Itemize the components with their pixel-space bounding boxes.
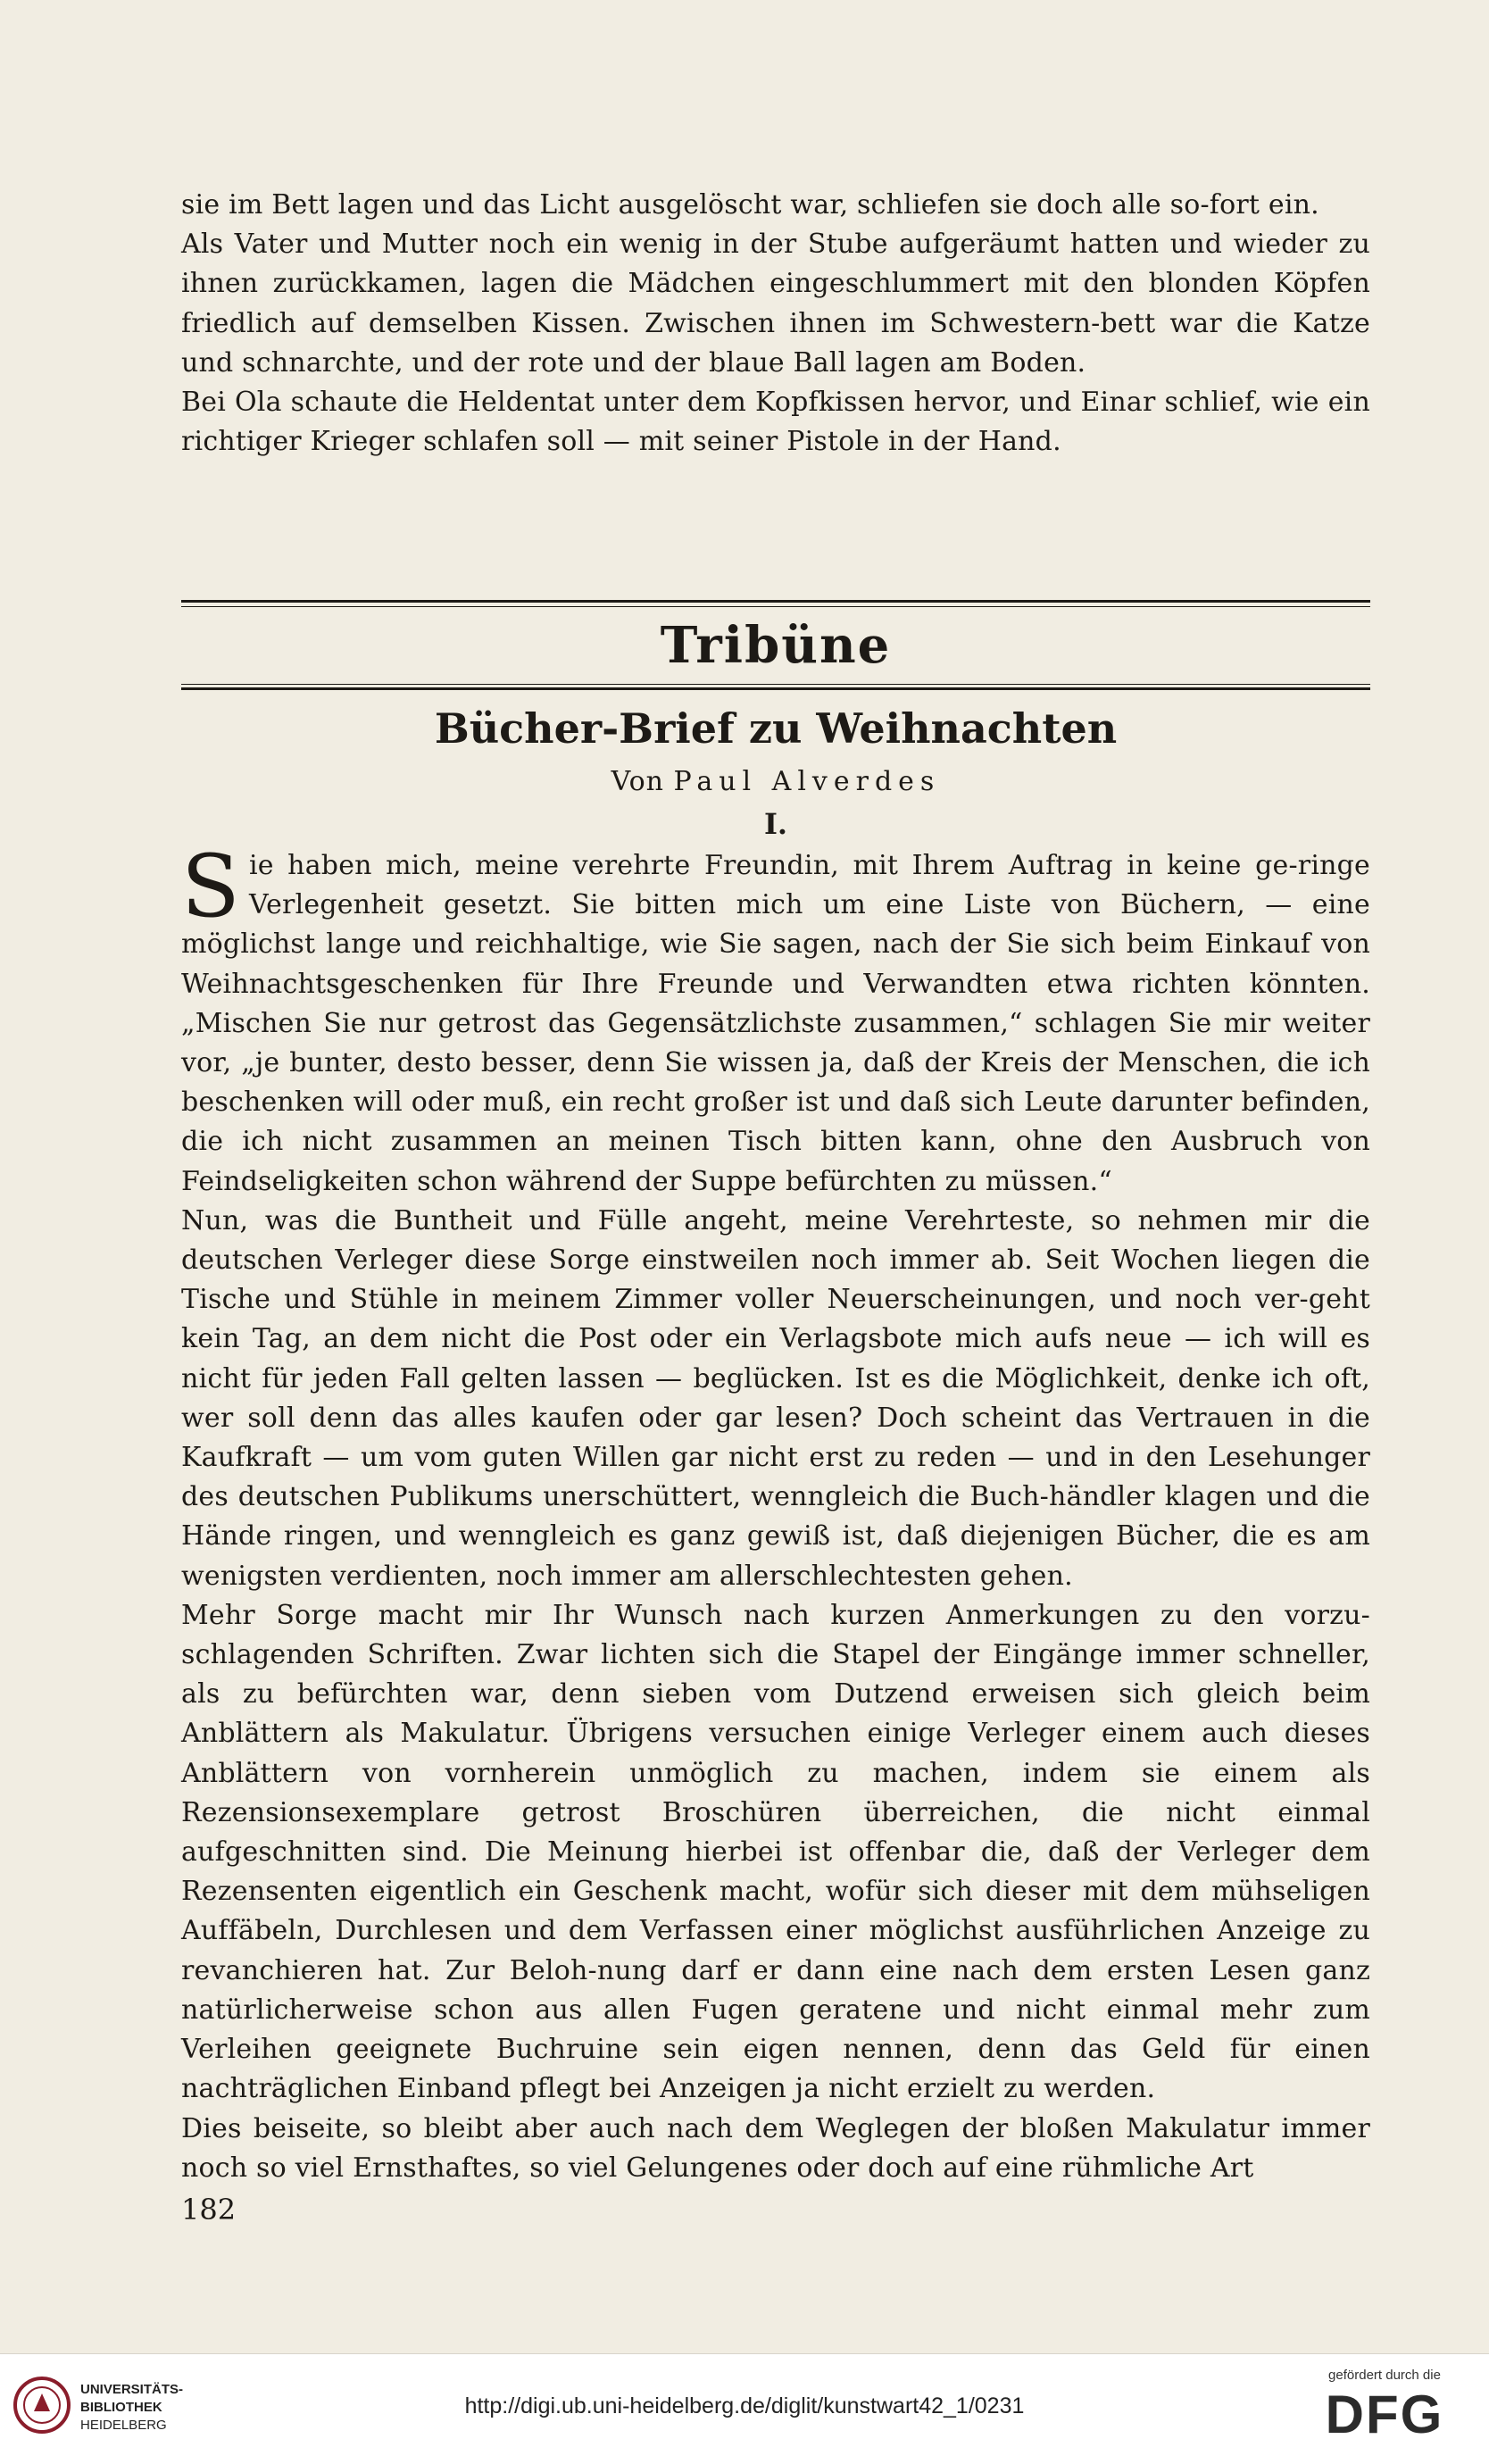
paragraph: Als Vater und Mutter noch ein wenig in der Stube aufgeräumt hatten und wieder zu ihnen zurückkamen, lagen die Mädchen eingeschlummert mit den blonden Köpfen friedlich auf demselben Kissen. Zwischen ihnen im Schwestern-bett war die Katze und schnarchte, und der rote und der blaue Ball lagen am Boden.: [181, 229, 1370, 379]
article-title: Bücher-Brief zu Weihnachten: [434, 704, 1118, 753]
drop-cap: S: [181, 837, 240, 936]
paragraph-text: ie haben mich, meine verehrte Freundin, mit Ihrem Auftrag in keine ge-ringe Verlegenheit gesetzt. Sie bitten mich um eine Liste von Büchern, — eine möglichst lange und reichhaltige, wie Sie sagen, nach der Sie sich beim Einkauf von Weihnachtsgeschenken für Ihre Freunde und Verwandten etwa richten könnten. „Mischen Sie nur getrost das Gegensätzlichste zusammen,“ schlagen Sie mir weiter vor, „je bunter, desto besser, denn Sie wissen ja, daß der Kreis der Menschen, die ich beschenken will oder muß, ein recht großer ist und daß sich Leute darunter befinden, die ich nicht zusammen an meinen Tisch bitten kann, ohne den Ausbruch von Feindseligkeiten schon während der Suppe befürchten zu müssen.“: [181, 850, 1370, 1197]
byline: [181, 764, 1370, 800]
paragraph: Mehr Sorge macht mir Ihr Wunsch nach kurzen Anmerkungen zu den vorzu-schlagenden Schriften. Zwar lichten sich die Stapel der Eingänge immer schneller, als zu befürchten war, denn sieben vom Dutzend erweisen sich gleich beim Anblättern als Makulatur. Übrigens versuchen einige Verleger einem auch dieses Anblättern von vornherein unmöglich zu machen, indem sie einem als Rezensionsexemplare getrost Broschüren überreichen, die nicht einmal aufgeschnitten sind. Die Meinung hierbei ist offenbar die, daß der Verleger dem Rezensenten eigentlich ein Geschenk macht, wofür sich dieser mit dem mühseligen Auffäbeln, Durchlesen und dem Verfassen einer möglichst ausführlichen Anzeige zu revanchieren hat. Zur Beloh-nung darf er dann eine nach dem ersten Lesen ganz natürlicherweise schon aus allen Fugen geratene und nicht einmal mehr zum Verleihen geeignete Buchruine sein eigen nennen, denn das Geld für einen nachträglichen Einband pflegt bei Anzeigen ja nicht erzielt zu werden.: [181, 1599, 1370, 2105]
page-number: 182: [181, 2193, 237, 2227]
library-name-line: BIBLIOTHEK: [80, 2400, 162, 2415]
article-body: [181, 837, 1370, 2188]
paragraph: [181, 837, 1370, 1202]
dfg-logo: DFG: [1325, 2385, 1444, 2444]
section-rule-top-thin: [181, 606, 1370, 607]
section-rule-bottom-thin: [181, 684, 1370, 685]
funding-text: gefördert durch die: [1328, 2368, 1441, 2383]
page-url-link[interactable]: http://digi.ub.uni-heidelberg.de/diglit/kunstwart42_1/0231: [464, 2393, 1025, 2418]
library-name-line: HEIDELBERG: [80, 2418, 167, 2433]
paragraph: Nun, was die Buntheit und Fülle angeht, meine Verehrteste, so nehmen mir die deutschen Verleger diese Sorge einstweilen noch immer ab. Seit Wochen liegen die Tische und Stühle in meinem Zimmer voller Neuerscheinungen, und noch ver-geht kein Tag, an dem nicht die Post oder ein Verlagsbote mich aufs neue — ich will es nicht für jeden Fall gelten lassen — beglücken. Ist es die Möglichkeit, denke ich oft, wer soll denn das alles kaufen oder gar lesen? Doch scheint das Vertrauen in die Kaufkraft — um vom guten Willen gar nicht erst zu reden — und in den Lesehunger des deutschen Publikums unerschüttert, wenngleich die Buch-händler klagen und die Hände ringen, und wenngleich es ganz gewiß ist, daß diejenigen Bücher, die es am wenigsten verdienten, noch immer am allerschlechtesten gehen.: [181, 1204, 1370, 1592]
paragraph: Dies beiseite, so bleibt aber auch nach dem Weglegen der bloßen Makulatur immer noch so viel Ernsthaftes, so viel Gelungenes oder doch auf eine rühmliche Art: [181, 2112, 1370, 2184]
section-rule-top: [181, 600, 1370, 603]
viewer-footer: [0, 2353, 1489, 2464]
paragraph: sie im Bett lagen und das Licht ausgelöscht war, schliefen sie doch alle so-fort ein.: [181, 189, 1319, 221]
section-title: Tribüne: [660, 616, 892, 675]
paragraph: Bei Ola schaute die Heldentat unter dem Kopfkissen hervor, und Einar schlief, wie ein richtiger Krieger schlafen soll — mit seiner Pistole in der Hand.: [181, 387, 1370, 458]
section-rule-bottom: [181, 687, 1370, 690]
library-name-line: UNIVERSITÄTS-: [80, 2382, 184, 2397]
byline-prefix: Von: [611, 766, 664, 797]
top-text-block: [181, 186, 1370, 462]
byline-author: Paul Alverdes: [673, 766, 941, 797]
funder-block: [1300, 2367, 1469, 2445]
section-number: I.: [763, 807, 788, 841]
